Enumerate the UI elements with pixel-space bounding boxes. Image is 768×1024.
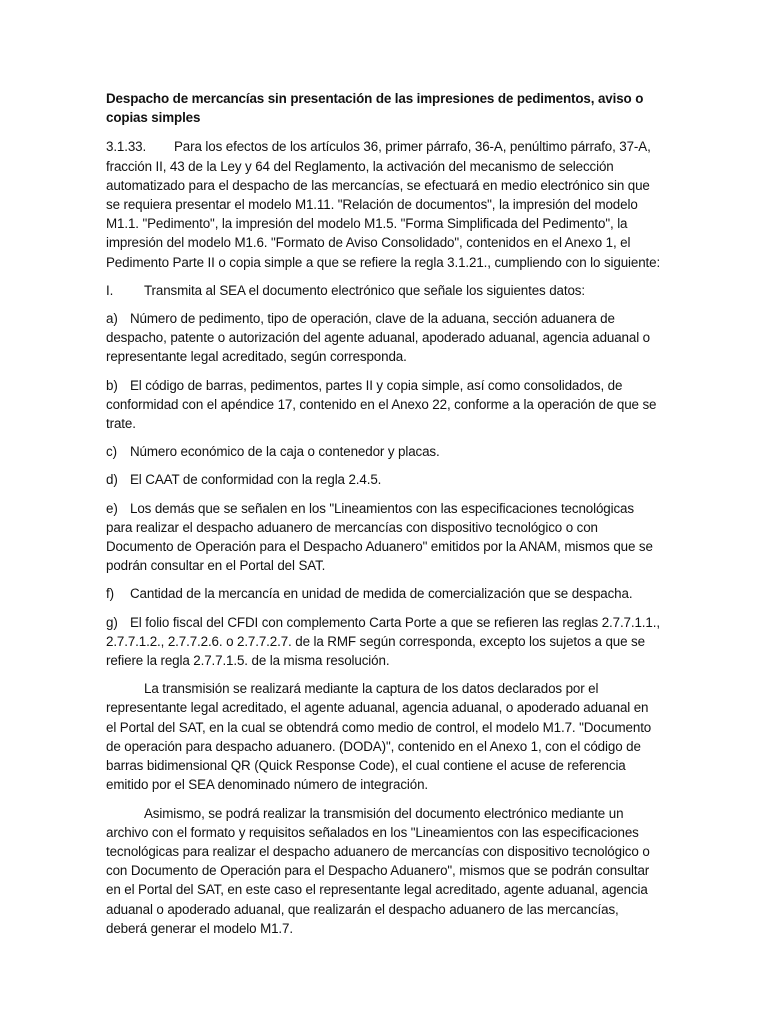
item-text: Los demás que se señalen en los "Lineamientos con las especificaciones tecnológicas para realizar el despacho aduanero de mercancías con dispositivo tecnológico o con Documento de Operación para el Despacho Aduanero" emitidos por la ANAM, mismos que se podrán consultar en el Portal del SAT. [106,500,653,574]
fraction-paragraph [106,281,662,300]
item-letter: b) [106,377,118,393]
item-letter: c) [106,444,117,460]
list-item-f [106,584,662,603]
list-item-a [106,309,662,367]
document-page [106,89,662,947]
item-letter: f) [106,586,114,602]
rule-intro-paragraph [106,137,662,271]
document-title: Despacho de mercancías sin presentación de las impresiones de pedimentos, aviso o copias simples [106,91,644,126]
item-text: El código de barras, pedimentos, partes II y copia simple, así como consolidados, de conformidad con el apéndice 17, contenido en el Anexo 22, conforme a la operación de que se trate. [106,377,657,432]
item-letter: d) [106,472,118,488]
item-text: Cantidad de la mercancía en unidad de medida de comercialización que se despacha. [130,586,633,602]
list-item-c [106,442,662,461]
list-item-d [106,470,662,489]
fraction-label: I. [106,282,114,298]
item-letter: a) [106,311,118,327]
item-text: El CAAT de conformidad con la regla 2.4.5. [130,472,382,488]
transmission-paragraph: La transmisión se realizará mediante la captura de los datos declarados por el representante legal acreditado, el agente aduanal, agencia aduanal, o apoderado aduanal en el Portal del SAT, en la cual se obtendrá como medio de control, el modelo M1.7. "Documento de operación para despacho aduanero. (DODA)", contenido en el Anexo 1, con el código de barras bidimensional QR (Quick Response Code), el cual contiene el acuse de referencia emitido por el SEA denominado número de integración. [106,681,652,793]
item-letter: e) [106,500,118,516]
list-item-e [106,499,662,576]
item-text: Número económico de la caja o contenedor y placas. [130,444,440,460]
rule-number: 3.1.33. [106,139,147,155]
rule-intro-text: Para los efectos de los artículos 36, primer párrafo, 36-A, penúltimo párrafo, 37-A, fracción II, 43 de la Ley y 64 del Reglamento, la activación del mecanismo de selección automatizado para el despacho de las mercancías, se efectuará en medio electrónico sin que se requiera presentar el modelo M1.11. "Relación de documentos", la impresión del modelo M1.1. "Pedimento", la impresión del modelo M1.5. "Forma Simplificada del Pedimento", la impresión del modelo M1.6. "Formato de Aviso Consolidado", contenidos en el Anexo 1, el Pedimento Parte II o copia simple a que se refiere la regla 3.1.21., cumpliendo con lo siguiente: [106,139,661,270]
list-item-b [106,376,662,434]
item-text: El folio fiscal del CFDI con complemento Carta Porte a que se refieren las reglas 2.7.7.1.1., 2.7.7.1.2., 2.7.7.2.6. o 2.7.7.2.7. de la RMF según corresponda, excepto los sujetos a que se refiere la regla 2.7.7.1.5. de la misma resolución. [106,614,660,669]
list-item-g [106,613,662,671]
item-text: Número de pedimento, tipo de operación, clave de la aduana, sección aduanera de despacho, patente o autorización del agente aduanal, apoderado aduanal, agencia aduanal o representante legal acreditado, según corresponda. [106,311,650,365]
item-letter: g) [106,614,118,630]
alternative-transmission-paragraph: Asimismo, se podrá realizar la transmisión del documento electrónico mediante un archivo con el formato y requisitos señalados en los "Lineamientos con las especificaciones tecnológicas para realizar el despacho aduanero de mercancías con dispositivo tecnológico o con Documento de Operación para el Despacho Aduanero", mismos que se podrán consultar en el Portal del SAT, en este caso el representante legal acreditado, agente aduanal, agencia aduanal o apoderado aduanal, que realizarán el despacho aduanero de las mercancías, deberá generar el modelo M1.7. [106,805,650,936]
fraction-text: Transmita al SEA el documento electrónico que señale los siguientes datos: [144,282,585,298]
